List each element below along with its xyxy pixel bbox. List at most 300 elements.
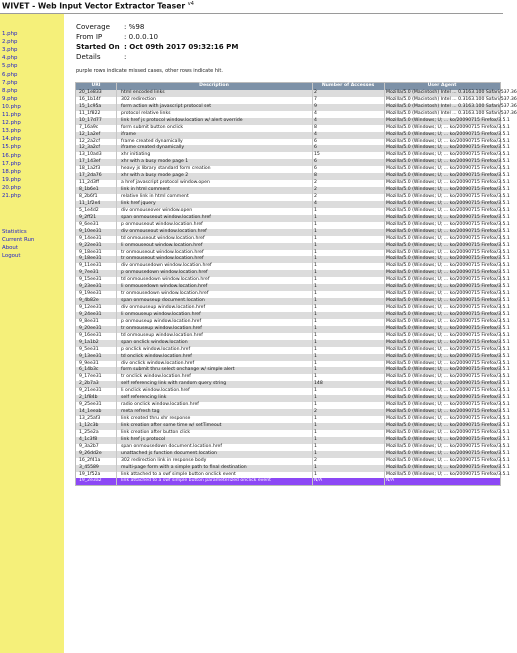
cell-accesses: 1: [314, 214, 317, 220]
cell-user-agent: Mozilla/5.0 (Windows; U; ... ko/20090715 Firefox/3.5.1: [386, 194, 510, 199]
cell-accesses: 1: [314, 256, 317, 262]
cell-description: p onclick window.location.href: [121, 346, 191, 352]
cell-uri: 11_1f2e4: [79, 200, 101, 206]
cell-accesses: 6: [314, 159, 317, 165]
table-row: [76, 235, 510, 243]
cell-description: heavy js library standard form creation: [121, 166, 211, 172]
cell-accesses: 6: [314, 166, 317, 172]
cell-description: link created thru xhr response: [121, 416, 191, 421]
cell-accesses: 2: [314, 409, 317, 415]
results-table: [75, 82, 517, 486]
cell-accesses: 15: [314, 152, 320, 158]
cell-accesses: 1: [314, 235, 317, 241]
cell-user-agent: Mozilla/5.0 (Windows; U; ... ko/20090715 Firefox/3.5.1: [386, 145, 510, 151]
cell-uri: 20_1e833: [79, 89, 102, 95]
cell-user-agent: Mozilla/5.0 (Windows; U; ... ko/20090715 Firefox/3.5.1: [386, 235, 510, 241]
cell-uri: 12_3a2cf: [79, 145, 100, 151]
cell-uri: 12_2a2cf: [79, 138, 100, 144]
cell-uri: 2_1f84b: [79, 395, 98, 401]
cell-user-agent: Mozilla/5.0 (Windows; U; ... ko/20090715 Firefox/3.5.1: [386, 124, 510, 130]
table-row: [76, 422, 510, 430]
cell-user-agent: Mozilla/5.0 (Windows; U; ... ko/20090715 Firefox/3.5.1: [386, 346, 510, 352]
cell-uri: 6_14b3c: [79, 367, 99, 373]
cell-user-agent: Mozilla/5.0 (Windows; U; ... ko/20090715 Firefox/3.5.1: [386, 180, 510, 186]
table-row: [76, 117, 510, 125]
cell-uri: 19_2e3a2: [79, 478, 102, 484]
nav-link-12-php[interactable]: 12.php: [2, 120, 21, 127]
table-row: [76, 429, 510, 437]
cell-uri: 9_11ee31: [79, 263, 102, 269]
cell-accesses: 1: [314, 360, 317, 366]
cell-user-agent: Mozilla/5.0 (Windows; U; ... ko/20090715 Firefox/3.5.1: [386, 450, 510, 456]
cell-user-agent: Mozilla/5.0 (Macintosh) Intel ... 0.3163.100 Safari/537.36: [386, 103, 517, 109]
from-ip-label: From IP: [76, 32, 103, 41]
cell-user-agent: Mozilla/5.0 (Windows; U; ... ko/20090715 Firefox/3.5.1: [386, 277, 510, 283]
cell-user-agent: Mozilla/5.0 (Windows; U; ... ko/20090715 Firefox/3.5.1: [386, 311, 510, 317]
cell-accesses: 1: [314, 429, 317, 435]
cell-uri: 9_20ee31: [79, 325, 102, 331]
cell-description: span onmouseout window.location.href: [121, 214, 211, 220]
table-row: [76, 187, 510, 194]
cell-accesses: 4: [314, 131, 317, 137]
cell-user-agent: Mozilla/5.0 (Windows; U; ... ko/20090715 Firefox/3.5.1: [386, 305, 510, 310]
cell-accesses: 9: [314, 103, 317, 109]
cell-accesses: 1: [314, 228, 317, 234]
cell-description: div onmouseover window.open: [121, 207, 193, 213]
nav-link-8-php[interactable]: 8.php: [2, 87, 18, 94]
cell-description: li onmouseup window.location.href: [121, 311, 201, 317]
cell-accesses: 1: [314, 325, 317, 331]
from-ip-value: : 0.0.0.10: [124, 32, 158, 41]
cell-uri: 4_1c3f8: [79, 436, 98, 442]
started-on-value: : Oct 09th 2017 09:32:16 PM: [124, 42, 239, 51]
cell-description: xhr with a busy mode page 2: [121, 173, 189, 179]
table-row: [76, 124, 510, 132]
table-row: [76, 443, 510, 451]
cell-user-agent: Mozilla/5.0 (Windows; U; ... ko/20090715 Firefox/3.5.1: [386, 298, 510, 304]
cell-uri: 9_7ee31: [79, 270, 99, 276]
cell-description: link creation after some time w/ setTimeout: [121, 422, 222, 428]
cell-accesses: 2: [314, 180, 317, 186]
cell-description: radio onclick window.location.href: [121, 402, 199, 408]
cell-accesses: 1: [314, 291, 317, 297]
cell-description: link href jquery: [121, 200, 156, 206]
table-row: [76, 96, 517, 104]
legend-note: purple rows indicate missed cases, other rows indicate hit.: [76, 68, 223, 74]
cell-description: meta refresh tag: [121, 409, 160, 415]
cell-description: form submit button onclick: [121, 124, 184, 130]
cell-uri: 9_22ee31: [79, 242, 102, 248]
cell-uri: 11_2d3ff: [79, 180, 100, 186]
nav-link-16-php[interactable]: 16.php: [2, 152, 21, 159]
cell-accesses: 1: [314, 305, 317, 310]
cell-uri: 9_1a1b2: [79, 339, 99, 345]
cell-user-agent: Mozilla/5.0 (Windows; U; ... ko/20090715 Firefox/3.5.1: [386, 242, 510, 248]
table-row: [76, 242, 510, 250]
cell-user-agent: Mozilla/5.0 (Windows; U; ... ko/20090715 Firefox/3.5.1: [386, 388, 510, 394]
cell-uri: 17_2da76: [79, 173, 102, 179]
header-user-agent: User Agent: [427, 83, 457, 88]
nav-link-7-php[interactable]: 7.php: [2, 79, 18, 86]
cell-uri: 8_2b6f1: [79, 194, 98, 199]
cell-description: div onmouseup window.location.href: [121, 305, 206, 310]
table-row: [76, 200, 510, 208]
cell-user-agent: Mozilla/5.0 (Windows; U; ... ko/20090715 Firefox/3.5.1: [386, 367, 510, 373]
table-row: [76, 298, 510, 305]
cell-accesses: 1: [314, 464, 317, 470]
table-row: [76, 409, 510, 416]
cell-uri: 9_9ee31: [79, 360, 99, 366]
table-row: [76, 311, 510, 319]
cell-uri: 12_1a2ef: [79, 131, 101, 137]
table-row: [76, 325, 510, 333]
cell-uri: 9_14ee31: [79, 235, 102, 241]
started-on-label: Started On: [76, 42, 120, 51]
cell-uri: 9_13ee31: [79, 353, 102, 359]
cell-user-agent: Mozilla/5.0 (Windows; U; ... ko/20090715 Firefox/3.5.1: [386, 256, 510, 262]
cell-uri: 9_10ee31: [79, 228, 102, 234]
cell-description: tr onmouseout window.location.href: [121, 256, 204, 262]
menu-link-current-run[interactable]: Current Run: [2, 237, 35, 243]
cell-accesses: 7: [314, 96, 317, 102]
table-row: [76, 228, 510, 236]
cell-uri: 15_1c95a: [79, 103, 102, 109]
cell-accesses: 148: [314, 381, 323, 387]
cell-user-agent: Mozilla/5.0 (Windows; U; ... ko/20090715 Firefox/3.5.1: [386, 381, 510, 387]
table-row: [76, 339, 510, 347]
cell-uri: 14_1eeab: [79, 409, 102, 415]
details-value: :: [124, 52, 127, 61]
nav-link-6-php[interactable]: 6.php: [2, 71, 18, 78]
cell-user-agent: Mozilla/5.0 (Windows; U; ... ko/20090715 Firefox/3.5.1: [386, 166, 510, 172]
table-row: [76, 436, 510, 444]
table-row: [76, 89, 517, 97]
cell-accesses: 1: [314, 298, 317, 304]
cell-description: link href js protocol: [121, 436, 166, 442]
nav-link-1-php[interactable]: 1.php: [2, 31, 18, 37]
cell-description: iframe: [121, 131, 136, 137]
cell-uri: 8_1b6e1: [79, 187, 99, 193]
cell-uri: 9_17ee31: [79, 374, 102, 380]
cell-description: iframe created dynamically: [121, 145, 185, 151]
cell-uri: 9_26dd2e: [79, 450, 102, 456]
cell-user-agent: Mozilla/5.0 (Windows; U; ... ko/20090715 Firefox/3.5.1: [386, 173, 510, 179]
cell-uri: 9_4b82e: [79, 298, 99, 304]
nav-link-15-php[interactable]: 15.php: [2, 144, 21, 151]
table-row: [76, 131, 510, 139]
cell-accesses: 8: [314, 173, 317, 179]
cell-description: td onmouseout window.location.href: [121, 235, 205, 241]
cell-uri: 9_19ee31: [79, 291, 102, 297]
cell-uri: 9_23ee31: [79, 284, 102, 290]
cell-user-agent: Mozilla/5.0 (Windows; U; ... ko/20090715 Firefox/3.5.1: [386, 159, 510, 165]
cell-accesses: 8: [314, 124, 317, 130]
cell-uri: 9_18ee31: [79, 249, 102, 255]
cell-description: xhr with a busy mode page 1: [121, 159, 189, 165]
cell-description: tr onclick window.location.href: [121, 374, 191, 380]
nav-link-11-php[interactable]: 11.php: [2, 112, 21, 118]
cell-user-agent: Mozilla/5.0 (Windows; U; ... ko/20090715 Firefox/3.5.1: [386, 270, 510, 276]
cell-accesses: N/A: [314, 478, 323, 484]
cell-description: frame created dynamically: [121, 138, 183, 144]
cell-user-agent: Mozilla/5.0 (Windows; U; ... ko/20090715 Firefox/3.5.1: [386, 422, 510, 428]
table-row: [76, 464, 510, 472]
nav-link-20-php[interactable]: 20.php: [2, 184, 21, 191]
cell-description: tr onmouseup window.location.href: [121, 325, 202, 331]
app-version: v4: [187, 1, 194, 7]
cell-description: unattached js function document.location: [121, 450, 217, 456]
cell-description: multi-page form with a simple path to final destination: [121, 464, 247, 470]
cell-description: self referencing link with random query string: [121, 381, 227, 387]
nav-link-19-php[interactable]: 19.php: [2, 176, 21, 183]
cell-uri: 9_25ee31: [79, 402, 102, 408]
cell-uri: 9_8ee31: [79, 318, 99, 324]
cell-accesses: 6: [314, 138, 317, 144]
cell-user-agent: Mozilla/5.0 (Windows; U; ... ko/20090715 Firefox/3.5.1: [386, 436, 510, 442]
header-description: Description: [199, 83, 229, 88]
menu-link-logout[interactable]: Logout: [2, 253, 21, 259]
cell-user-agent: Mozilla/5.0 (Windows; U; ... ko/20090715 Firefox/3.5.1: [386, 249, 510, 255]
cell-user-agent: Mozilla/5.0 (Windows; U; ... ko/20090715 Firefox/3.5.1: [386, 263, 510, 269]
table-row: [76, 214, 510, 222]
cell-accesses: 1: [314, 367, 317, 373]
cell-description: xhr initiating: [121, 152, 151, 158]
cell-description: link attached to a swf simple button onclick event: [121, 471, 236, 477]
cell-accesses: 1: [314, 395, 317, 401]
cell-description: div onclick window.location.href: [121, 360, 195, 366]
cell-uri: 2_2b7a3: [79, 381, 99, 387]
cell-description: link href js protocol window.location w/ alert override: [121, 117, 243, 123]
cell-user-agent: Mozilla/5.0 (Windows; U; ... ko/20090715 Firefox/3.5.1: [386, 395, 510, 401]
cell-description: div onmouseout window.location.href: [121, 228, 207, 234]
cell-accesses: 4: [314, 110, 317, 116]
coverage-label: Coverage: [76, 22, 110, 31]
cell-user-agent: Mozilla/5.0 (Windows; U; ... ko/20090715 Firefox/3.5.1: [386, 207, 510, 213]
table-row: [76, 110, 517, 118]
cell-user-agent: Mozilla/5.0 (Windows; U; ... ko/20090715 Firefox/3.5.1: [386, 339, 510, 345]
cell-description: p onmouseup window.location.href: [121, 318, 202, 324]
cell-accesses: 1: [314, 374, 317, 380]
cell-description: p onmousedown window.location.href: [121, 270, 208, 276]
cell-description: self referencing link: [121, 395, 167, 401]
cell-accesses: 1: [314, 263, 317, 269]
cell-user-agent: Mozilla/5.0 (Macintosh) Intel ... 0.3163.100 Safari/537.36: [386, 89, 517, 95]
cell-user-agent: Mozilla/5.0 (Windows; U; ... ko/20090715 Firefox/3.5.1: [386, 457, 510, 463]
cell-accesses: 1: [314, 242, 317, 248]
table-row: [76, 353, 510, 361]
cell-uri: 17_143ef: [79, 159, 101, 165]
cell-user-agent: Mozilla/5.0 (Windows; U; ... ko/20090715 Firefox/3.5.1: [386, 138, 510, 144]
nav-link-21-php[interactable]: 21.php: [2, 193, 21, 199]
header-accesses: Number of Accesses: [321, 83, 375, 88]
cell-accesses: 2: [314, 89, 317, 95]
header-uri: URI: [91, 83, 101, 88]
cell-accesses: 1: [314, 339, 317, 345]
cell-user-agent: Mozilla/5.0 (Windows; U; ... ko/20090715 Firefox/3.5.1: [386, 318, 510, 324]
table-row: [76, 103, 517, 111]
cell-accesses: 1: [314, 332, 317, 338]
cell-accesses: 2: [314, 194, 317, 199]
cell-description: li onmouseout window.location.href: [121, 242, 203, 248]
cell-uri: 9_24ee31: [79, 311, 102, 317]
menu-link-about[interactable]: About: [2, 245, 18, 251]
cell-description: link attached to a swf simple button parameterized onclick event: [121, 478, 271, 484]
table-row: [76, 478, 500, 485]
cell-user-agent: Mozilla/5.0 (Windows; U; ... ko/20090715 Firefox/3.5.1: [386, 353, 510, 359]
column-divider: [312, 83, 313, 485]
cell-description: a href javascript protocol window.open: [121, 180, 210, 186]
cell-description: p onmouseout window.location.href: [121, 221, 203, 227]
cell-user-agent: N/A: [386, 478, 395, 484]
cell-accesses: 1: [314, 311, 317, 317]
cell-uri: 11_1f822: [79, 110, 101, 116]
cell-user-agent: Mozilla/5.0 (Windows; U; ... ko/20090715 Firefox/3.5.1: [386, 200, 510, 206]
cell-uri: 1_25e2a: [79, 429, 99, 435]
table-body: [76, 89, 517, 485]
app-title: WIVET - Web Input Vector Extractor Teaser $^{v4}$: [2, 1, 194, 11]
cell-user-agent: Mozilla/5.0 (Windows; U; ... ko/20090715 Firefox/3.5.1: [386, 374, 510, 380]
cell-accesses: 1: [314, 402, 317, 408]
cell-uri: 9_18ee31: [79, 256, 102, 262]
cell-description: span onclick window.location: [121, 339, 188, 345]
cell-user-agent: Mozilla/5.0 (Windows; U; ... ko/20090715 Firefox/3.5.1: [386, 228, 510, 234]
cell-uri: 10_17d77: [79, 117, 102, 123]
cell-description: relative link in html comment: [121, 194, 189, 199]
cell-uri: 13_10ad3: [79, 152, 102, 158]
cell-uri: 7_16a9c: [79, 124, 99, 130]
cell-accesses: 1: [314, 270, 317, 276]
cell-accesses: 1: [314, 318, 317, 324]
cell-description: form action with javascript protocol set: [121, 103, 212, 109]
cell-description: li onmousedown window.location.href: [121, 284, 208, 290]
cell-uri: 13_25af3: [79, 416, 101, 421]
nav-link-17-php[interactable]: 17.php: [2, 160, 21, 167]
cell-accesses: 6: [314, 145, 317, 151]
cell-user-agent: Mozilla/5.0 (Windows; U; ... ko/20090715 Firefox/3.5.1: [386, 325, 510, 331]
cell-uri: 9_6ee31: [79, 221, 99, 227]
cell-accesses: 4: [314, 200, 317, 206]
cell-accesses: 1: [314, 436, 317, 442]
cell-user-agent: Mozilla/5.0 (Windows; U; ... ko/20090715 Firefox/3.5.1: [386, 360, 510, 366]
table-row: [76, 450, 510, 458]
cell-user-agent: Mozilla/5.0 (Windows; U; ... ko/20090715 Firefox/3.5.1: [386, 332, 510, 338]
sidebar: [0, 14, 64, 653]
cell-accesses: 1: [314, 207, 317, 213]
cell-description: span onmouseup document.location: [121, 298, 205, 304]
cell-accesses: 1: [314, 416, 317, 421]
cell-uri: 18_1a2f3: [79, 166, 101, 172]
cell-description: html encoded links: [121, 89, 165, 95]
nav-link-10-php[interactable]: 10.php: [2, 103, 21, 110]
cell-accesses: 2: [314, 187, 317, 193]
cell-uri: 19_1f52a: [79, 471, 101, 477]
nav-link-3-php[interactable]: 3.php: [2, 47, 18, 54]
cell-user-agent: Mozilla/5.0 (Macintosh) Intel ... 0.3163.100 Safari/537.36: [386, 96, 517, 102]
cell-description: 302 redirection: [121, 96, 156, 102]
cell-accesses: 1: [314, 422, 317, 428]
cell-accesses: 1: [314, 353, 317, 359]
cell-description: form submit thru select onchange w/ simple alert: [121, 367, 235, 373]
cell-description: li onclick window.location.href: [121, 388, 190, 394]
cell-uri: 9_12ee31: [79, 305, 102, 310]
cell-user-agent: Mozilla/5.0 (Windows; U; ... ko/20090715 Firefox/3.5.1: [386, 152, 510, 158]
cell-uri: 9_2ff21: [79, 214, 97, 220]
menu-link-statistics[interactable]: Statistics: [2, 229, 27, 235]
nav-link-4-php[interactable]: 4.php: [2, 55, 18, 62]
cell-accesses: 1: [314, 346, 317, 352]
column-divider: [116, 83, 117, 485]
cell-user-agent: Mozilla/5.0 (Windows; U; ... ko/20090715 Firefox/3.5.1: [386, 409, 510, 415]
cell-description: link creation after button click: [121, 429, 191, 435]
nav-link-13-php[interactable]: 13.php: [2, 128, 21, 135]
nav-link-14-php[interactable]: 14.php: [2, 136, 21, 143]
cell-description: tr onmouseout window.location.href: [121, 249, 204, 255]
cell-user-agent: Mozilla/5.0 (Windows; U; ... ko/20090715 Firefox/3.5.1: [386, 443, 510, 449]
table-row: [76, 457, 510, 465]
cell-user-agent: Mozilla/5.0 (Windows; U; ... ko/20090715 Firefox/3.5.1: [386, 131, 510, 137]
table-row: [76, 221, 510, 229]
table-row: [76, 346, 510, 354]
cell-user-agent: Mozilla/5.0 (Windows; U; ... ko/20090715 Firefox/3.5.1: [386, 187, 510, 193]
table-row: [76, 416, 510, 423]
cell-uri: 9_21ee31: [79, 388, 102, 394]
cell-uri: 16_2f41a: [79, 457, 101, 463]
cell-user-agent: Mozilla/5.0 (Windows; U; ... ko/20090715 Firefox/3.5.1: [386, 284, 510, 290]
cell-description: span onmousedown document.location.href: [121, 443, 222, 449]
cell-user-agent: Mozilla/5.0 (Windows; U; ... ko/20090715 Firefox/3.5.1: [386, 221, 510, 227]
cell-description: protocol relative links: [121, 110, 171, 116]
table-row: [76, 194, 510, 201]
cell-description: td onmousedown window.location.href: [121, 277, 210, 283]
nav-link-9-php[interactable]: 9.php: [2, 95, 18, 102]
cell-uri: 5_1e4d2: [79, 207, 99, 213]
cell-accesses: 4: [314, 117, 317, 123]
table-header: [76, 83, 500, 90]
cell-uri: 9_3a2b7: [79, 443, 99, 449]
cell-accesses: 1: [314, 277, 317, 283]
cell-user-agent: Mozilla/5.0 (Windows; U; ... ko/20090715 Firefox/3.5.1: [386, 416, 510, 421]
cell-user-agent: Mozilla/5.0 (Windows; U; ... ko/20090715 Firefox/3.5.1: [386, 402, 510, 408]
table-row: [76, 305, 510, 312]
cell-description: 302 redirection link in response body: [121, 457, 207, 463]
table-row: [76, 207, 510, 215]
details-label: Details: [76, 52, 101, 61]
cell-user-agent: Mozilla/5.0 (Windows; U; ... ko/20090715 Firefox/3.5.1: [386, 429, 510, 435]
title-bar: [0, 0, 503, 14]
cell-description: link in html comment: [121, 187, 170, 193]
cell-description: td onmouseup window.location.href: [121, 332, 203, 338]
cell-user-agent: Mozilla/5.0 (Windows; U; ... ko/20090715 Firefox/3.5.1: [386, 471, 510, 477]
cell-description: tr onmousedown window.location.href: [121, 291, 209, 297]
cell-uri: 9_5ee31: [79, 346, 99, 352]
cell-user-agent: Mozilla/5.0 (Windows; U; ... ko/20090715 Firefox/3.5.1: [386, 291, 510, 297]
cell-user-agent: Mozilla/5.0 (Windows; U; ... ko/20090715 Firefox/3.5.1: [386, 117, 510, 123]
cell-accesses: 1: [314, 450, 317, 456]
cell-uri: 3_45589: [79, 464, 99, 470]
cell-description: td onclick window.location.href: [121, 353, 192, 359]
cell-uri: 16_1b14f: [79, 96, 101, 102]
nav-link-2-php[interactable]: 2.php: [2, 39, 18, 46]
cell-description: div onmousedown window.location.href: [121, 263, 212, 269]
cell-accesses: 1: [314, 221, 317, 227]
cell-user-agent: Mozilla/5.0 (Macintosh) Intel ... 0.3163.100 Safari/537.36: [386, 110, 517, 116]
table-row: [76, 318, 510, 326]
nav-link-18-php[interactable]: 18.php: [2, 168, 21, 175]
cell-uri: 1_12c3b: [79, 422, 99, 428]
nav-link-5-php[interactable]: 5.php: [2, 63, 18, 70]
cell-uri: 9_15ee31: [79, 277, 102, 283]
cell-uri: 9_16ee31: [79, 332, 102, 338]
